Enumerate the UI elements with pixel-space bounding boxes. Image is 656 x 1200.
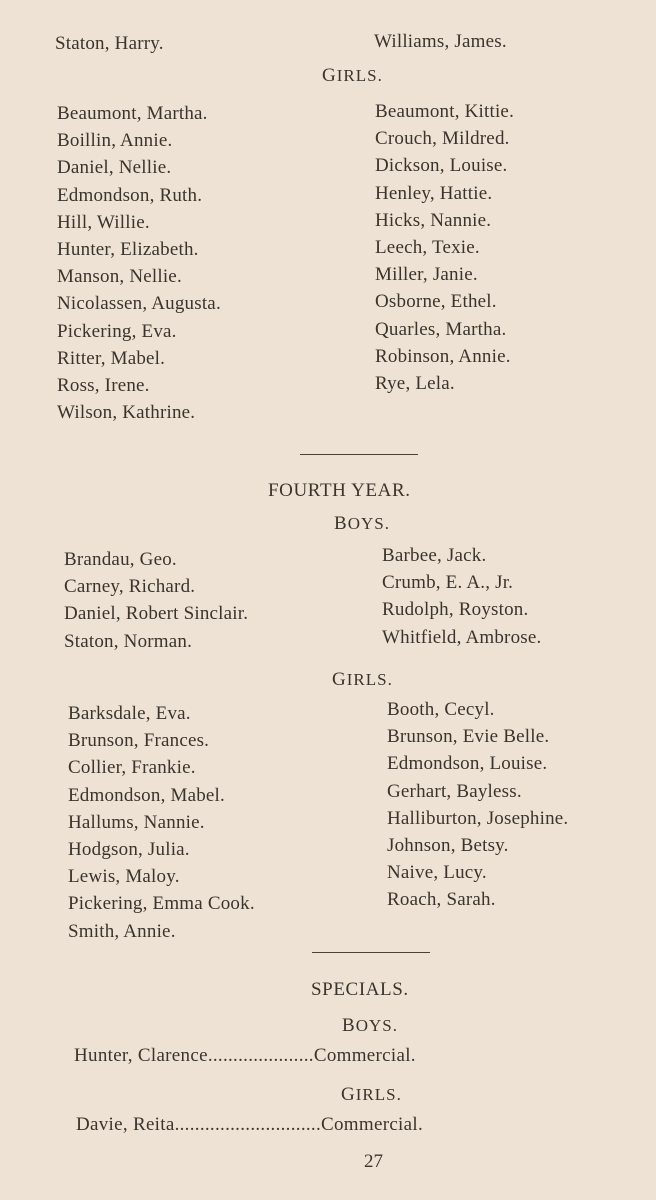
name-entry: Edmondson, Ruth. <box>57 184 203 206</box>
name-entry: Wilson, Kathrine. <box>57 402 196 424</box>
name-entry: Beaumont, Kittie. <box>375 101 515 122</box>
name-entry: Smith, Annie. <box>68 920 176 942</box>
name-entry: Staton, Harry. <box>55 33 164 54</box>
boys-heading: BOYS. <box>342 1015 398 1036</box>
name-entry: Johnson, Betsy. <box>387 834 509 856</box>
name-entry: Halliburton, Josephine. <box>387 807 569 829</box>
name-entry: Daniel, Nellie. <box>57 157 172 179</box>
name-entry: Brandau, Geo. <box>64 549 177 570</box>
name-entry: Ross, Irene. <box>57 374 150 396</box>
name-entry: Crumb, E. A., Jr. <box>382 572 514 594</box>
name-entry: Edmondson, Mabel. <box>68 784 225 806</box>
name-entry: Barksdale, Eva. <box>68 703 191 724</box>
name-entry: Naive, Lucy. <box>387 862 487 884</box>
name-entry: Daniel, Robert Sinclair. <box>64 603 249 625</box>
name-entry: Staton, Norman. <box>64 630 193 652</box>
name-entry: Brunson, Frances. <box>68 730 210 752</box>
girls-heading: GIRLS. <box>332 669 393 690</box>
section-title: FOURTH YEAR. <box>268 480 411 501</box>
section-title: SPECIALS. <box>311 979 409 1000</box>
student-name: Davie, Reita <box>76 1114 175 1135</box>
section-divider <box>312 952 430 953</box>
girls-heading: GIRLS. <box>322 65 383 86</box>
name-entry: Hodgson, Julia. <box>68 838 190 860</box>
name-entry: Gerhart, Bayless. <box>387 780 522 802</box>
course-name: Commercial. <box>321 1114 423 1135</box>
page-number: 27 <box>364 1151 383 1172</box>
name-entry: Manson, Nellie. <box>57 266 182 288</box>
dot-leader: ..................... <box>207 1045 314 1066</box>
name-entry: Hallums, Nannie. <box>68 811 205 833</box>
girls-left-column <box>68 704 255 941</box>
name-entry: Lewis, Maloy. <box>68 866 180 888</box>
student-name: Hunter, Clarence <box>74 1045 208 1066</box>
special-entry <box>74 1046 416 1065</box>
name-entry: Carney, Richard. <box>64 576 196 598</box>
name-entry: Pickering, Eva. <box>57 320 177 342</box>
name-entry: Booth, Cecyl. <box>387 699 495 720</box>
boys-heading: BOYS. <box>334 513 390 534</box>
name-entry: Hunter, Elizabeth. <box>57 238 199 260</box>
name-entry: Nicolassen, Augusta. <box>57 293 221 315</box>
name-entry: Ritter, Mabel. <box>57 347 166 369</box>
name-entry: Quarles, Martha. <box>375 318 507 340</box>
girls-right-column <box>375 102 514 393</box>
girls-heading: GIRLS. <box>341 1084 402 1105</box>
name-entry: Beaumont, Martha. <box>57 103 208 124</box>
name-entry: Collier, Frankie. <box>68 757 196 779</box>
girls-left-column <box>57 104 221 422</box>
name-entry: Miller, Janie. <box>375 264 478 286</box>
dot-leader: ............................. <box>174 1114 322 1135</box>
special-entry <box>76 1115 423 1134</box>
name-entry: Henley, Hattie. <box>375 182 493 204</box>
name-entry: Dickson, Louise. <box>375 155 508 177</box>
name-entry: Crouch, Mildred. <box>375 128 510 150</box>
name-entry: Rudolph, Royston. <box>382 599 529 621</box>
boys-right-column <box>382 546 541 647</box>
name-entry: Barbee, Jack. <box>382 545 487 566</box>
name-entry: Pickering, Emma Cook. <box>68 893 255 915</box>
name-entry: Osborne, Ethel. <box>375 291 497 313</box>
name-entry: Edmondson, Louise. <box>387 753 548 775</box>
name-entry: Rye, Lela. <box>375 372 455 394</box>
name-entry: Robinson, Annie. <box>375 345 511 367</box>
name-entry: Williams, James. <box>374 31 507 52</box>
name-entry: Hicks, Nannie. <box>375 209 492 231</box>
name-entry: Hill, Willie. <box>57 211 150 233</box>
name-entry: Roach, Sarah. <box>387 889 496 911</box>
girls-right-column <box>387 700 568 909</box>
course-name: Commercial. <box>313 1045 416 1066</box>
name-entry: Boillin, Annie. <box>57 130 173 152</box>
name-entry: Leech, Texie. <box>375 236 480 258</box>
section-divider <box>300 454 418 455</box>
name-entry: Brunson, Evie Belle. <box>387 726 550 748</box>
name-entry: Whitfield, Ambrose. <box>382 626 542 648</box>
boys-left-column <box>64 550 248 651</box>
